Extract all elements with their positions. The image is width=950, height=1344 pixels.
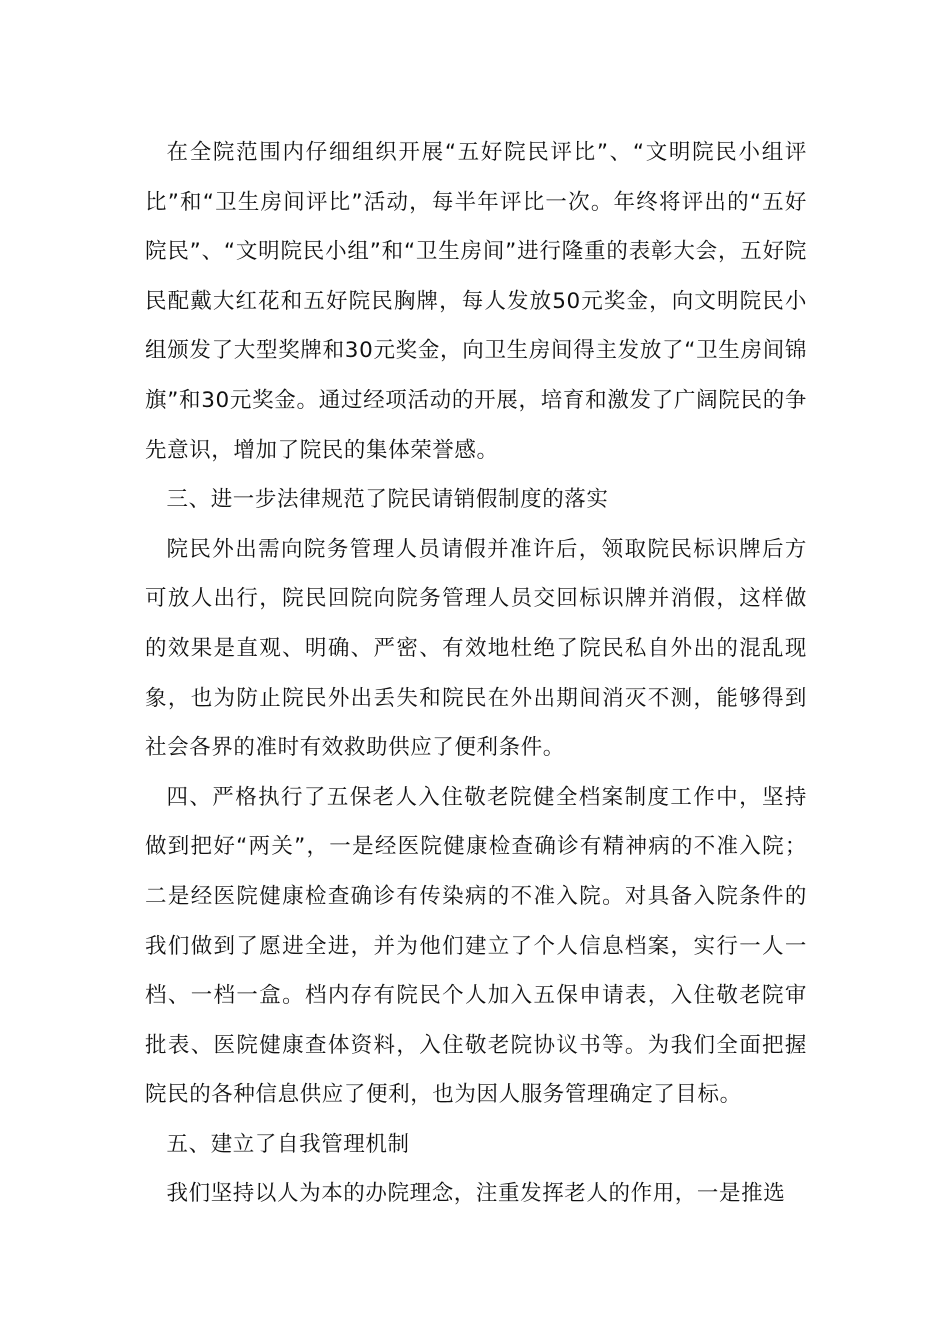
paragraph-activities: 在全院范围内仔细组织开展“五好院民评比”、“文明院民小组评比”和“卫生房间评比”活动，每半年评比一次。年终将评出的“五好院民”、“文明院民小组”和“卫生房间”进行隆重的表彰大会，五好院民配戴大红花和五好院民胸牌，每人发放50元奖金，向文明院民小组颁发了大型奖牌和30元奖金，向卫生房间得主发放了“卫生房间锦旗”和30元奖金。通过经项活动的开展，培育和激发了广阔院民的争先意识，增加了院民的集体荣誉感。 (145, 140, 807, 463)
heading-section-three: 三、进一步法律规范了院民请销假制度的落实 (166, 487, 609, 513)
heading-section-five: 五、建立了自我管理机制 (166, 1131, 410, 1157)
paragraph-leave-system: 院民外出需向院务管理人员请假并准许后，领取院民标识牌后方可放人出行，院民回院向院务管理人员交回标识牌并消假，这样做的效果是直观、明确、严密、有效地杜绝了院民私自外出的混乱现象，也为防止院民外出丢失和院民在外出期间消灭不测，能够得到社会各界的准时有效救助供应了便利条件。 (145, 536, 807, 761)
paragraph-self-management: 我们坚持以人为本的办院理念，注重发挥老人的作用，一是推选 (166, 1181, 786, 1207)
paragraph-section-four: 四、严格执行了五保老人入住敬老院健全档案制度工作中，坚持做到把好“两关”，一是经医院健康检查确诊有精神病的不准入院；二是经医院健康检查确诊有传染病的不准入院。对具备入院条件的我们做到了愿进全进，并为他们建立了个人信息档案，实行一人一档、一档一盒。档内存有院民个人加入五保申请表，入住敬老院审批表、医院健康查体资料，入住敬老院协议书等。为我们全面把握院民的各种信息供应了便利，也为因人服务管理确定了目标。 (145, 784, 807, 1108)
document-body (145, 128, 807, 1219)
